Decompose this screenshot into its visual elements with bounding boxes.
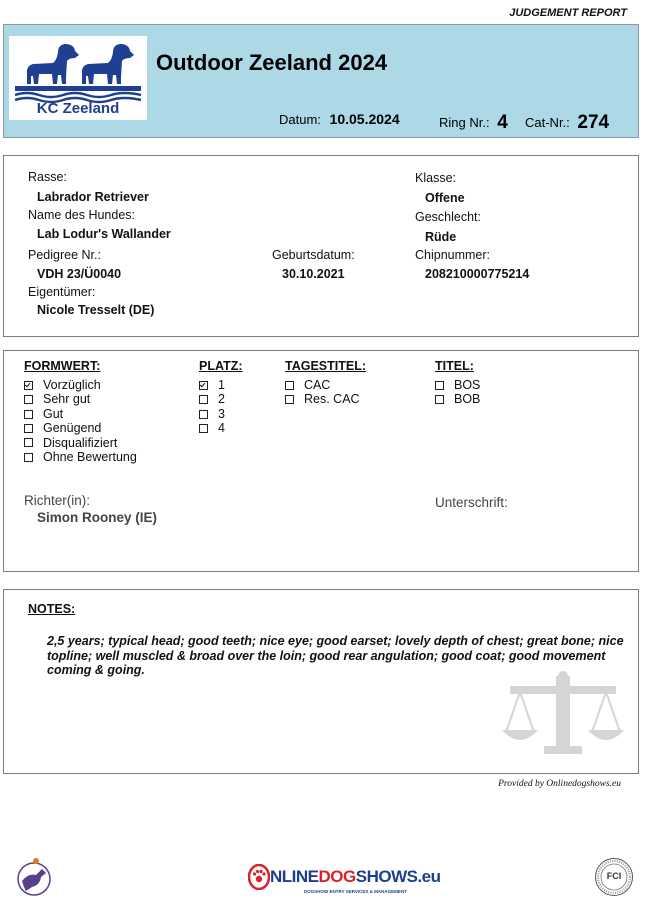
platz-option [199, 407, 225, 421]
tagestitel-options [285, 378, 360, 407]
date-value: 10.05.2024 [329, 111, 400, 127]
birthdate-label: Geburtsdatum: [272, 248, 355, 262]
checkbox-icon [435, 395, 444, 404]
platz-heading: PLATZ: [199, 359, 243, 373]
platz-option [199, 378, 225, 392]
club-logo [9, 36, 147, 120]
sex-value: Rüde [425, 230, 457, 244]
checkbox-icon [199, 424, 208, 433]
checkbox-icon [24, 381, 33, 390]
formwert-option [24, 436, 137, 450]
titel-option [435, 378, 480, 392]
option-label: Gut [43, 406, 64, 421]
birthdate-value: 30.10.2021 [282, 267, 345, 281]
titel-option [435, 392, 480, 406]
onlinedogshows-wordmark [270, 867, 441, 887]
show-dog-logo-icon [14, 855, 54, 897]
checkbox-icon [24, 395, 33, 404]
breed-label: Rasse: [28, 170, 67, 184]
signature-label: Unterschrift: [435, 495, 508, 510]
tagestitel-option [285, 378, 360, 392]
formwert-option [24, 392, 137, 406]
option-label: Vorzüglich [43, 378, 101, 392]
chip-value: 208210000775214 [425, 267, 530, 281]
option-label: Sehr gut [43, 392, 91, 407]
ring-value: 4 [497, 112, 508, 133]
titel-options [435, 378, 480, 407]
checkbox-icon [24, 410, 33, 419]
scales-watermark-icon [500, 670, 626, 770]
option-label: CAC [304, 378, 331, 392]
option-label: Ohne Bewertung [43, 450, 137, 465]
cat-value: 274 [577, 112, 610, 133]
class-label: Klasse: [415, 171, 456, 185]
date-label: Datum: [279, 112, 321, 127]
pedigree-label: Pedigree Nr.: [28, 248, 101, 262]
provided-by-text: Provided by Onlinedogshows.eu [498, 779, 621, 789]
option-label: 1 [218, 378, 225, 392]
checkbox-icon [24, 453, 33, 462]
pedigree-value: VDH 23/Ü0040 [37, 267, 122, 281]
titel-heading: TITEL: [435, 359, 474, 373]
breed-value: Labrador Retriever [37, 190, 149, 204]
logo-dog: DOG [318, 867, 356, 886]
checkbox-icon [199, 395, 208, 404]
club-logo-text: KC Zeeland [36, 100, 120, 117]
platz-option [199, 392, 225, 406]
checkbox-icon [435, 381, 444, 390]
checkbox-icon [285, 381, 294, 390]
judge-label: Richter(in): [24, 493, 91, 508]
option-label: 3 [218, 406, 225, 421]
checkbox-icon [199, 410, 208, 419]
judge-value: Simon Rooney (IE) [37, 510, 158, 525]
formwert-option [24, 421, 137, 435]
chip-label: Chipnummer: [415, 248, 491, 262]
option-label: Genügend [43, 421, 102, 436]
notes-heading: NOTES: [28, 602, 76, 616]
class-value: Offene [425, 191, 465, 205]
logo-tagline: DOGSHOW ENTRY SERVICES & MANAGEMENT [304, 889, 407, 894]
formwert-option [24, 407, 137, 421]
fci-logo-text: FCI [606, 871, 622, 881]
date-field [279, 111, 400, 127]
formwert-option [24, 450, 137, 464]
notes-text: 2,5 years; typical head; good teeth; nice eye; good earset; lovely depth of chest; great bone; nice topline; well muscled & broad over the loin; good rear angulation; good coat; good movement coming & going. [47, 634, 624, 678]
formwert-option [24, 378, 137, 392]
tagestitel-option [285, 392, 360, 406]
option-label: 4 [218, 421, 225, 436]
logo-suffix: SHOWS.eu [355, 867, 441, 886]
onlinedogshows-logo [248, 864, 441, 900]
option-label: Disqualifiziert [43, 435, 118, 450]
checkbox-icon [199, 381, 208, 390]
checkbox-icon [24, 438, 33, 447]
formwert-heading: FORMWERT: [24, 359, 101, 373]
platz-options [199, 378, 225, 436]
cat-label: Cat-Nr.: [525, 115, 570, 130]
report-type-label: JUDGEMENT REPORT [509, 7, 627, 19]
cat-field [525, 111, 609, 133]
show-title: Outdoor Zeeland 2024 [156, 50, 388, 75]
formwert-options [24, 378, 137, 464]
owner-label: Eigentümer: [28, 285, 96, 299]
dog-name-label: Name des Hundes: [28, 208, 136, 222]
option-label: BOS [454, 378, 481, 392]
paw-circle-icon [248, 864, 270, 890]
ring-field [439, 111, 508, 133]
sex-label: Geschlecht: [415, 210, 482, 224]
owner-value: Nicole Tresselt (DE) [37, 303, 155, 317]
platz-option [199, 421, 225, 435]
ring-label: Ring Nr.: [439, 115, 490, 130]
option-label: BOB [454, 392, 481, 407]
option-label: 2 [218, 392, 225, 407]
tagestitel-heading: TAGESTITEL: [285, 359, 367, 373]
checkbox-icon [24, 424, 33, 433]
checkbox-icon [285, 395, 294, 404]
logo-prefix: NLINE [270, 867, 319, 886]
option-label: Res. CAC [304, 392, 360, 407]
dog-name-value: Lab Lodur's Wallander [37, 227, 171, 241]
fci-logo [594, 857, 634, 897]
